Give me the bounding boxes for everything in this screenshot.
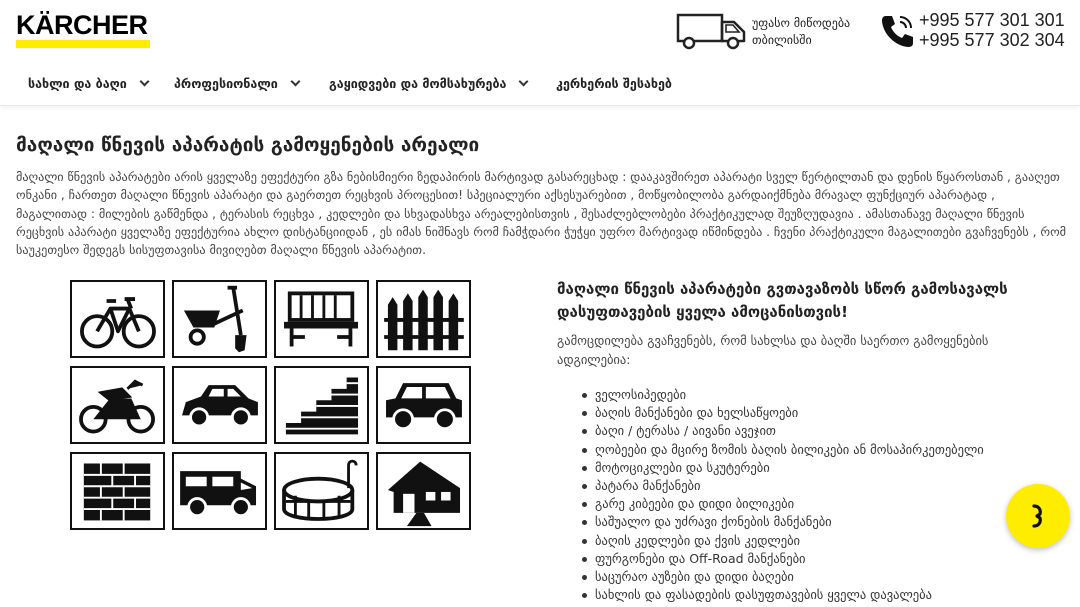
- delivery-line-1: უფასო მიწოდება: [752, 16, 851, 30]
- motorcycle-icon: [70, 366, 165, 444]
- nav-label: პროფესიონალი: [174, 76, 278, 91]
- list-item: ფურგონები და Off-Road მანქანები: [595, 550, 984, 568]
- phone-number-2[interactable]: +995 577 302 304: [919, 30, 1065, 50]
- list-item: სახლის და ფასადების დასუფთავების ყველა დავალება: [595, 586, 984, 604]
- list-item: საცურაო აუზები და დიდი ბაღები: [595, 568, 984, 586]
- nav-item-home-garden[interactable]: [28, 76, 148, 91]
- phone-number-1[interactable]: +995 577 301 301: [919, 10, 1065, 30]
- chevron-down-icon: [290, 77, 300, 87]
- list-item: ველოსიპედები: [595, 386, 984, 404]
- suv-icon: [376, 366, 471, 444]
- list-item: საშუალო და უძრავი ქონების მანქანები: [595, 513, 984, 531]
- list-item: გარე კიბეები და დიდი ბილიკები: [595, 495, 984, 513]
- phone-icon: [878, 12, 916, 50]
- section-heading: მაღალი წნევის აპარატები გვთავაზობს სწორ გამოსავალს დასუფთავების ყველა ამოცანისთვის!: [557, 280, 1008, 321]
- page-title: მაღალი წნევის აპარატის გამოყენების არეალი: [16, 134, 480, 156]
- karcher-logo[interactable]: [16, 12, 150, 48]
- nav-label: კერხერის შესახებ: [556, 76, 672, 91]
- usage-list: [595, 386, 984, 604]
- delivery-line-2: თბილისში: [752, 33, 812, 47]
- phone-contacts: [878, 10, 1070, 52]
- list-item: პატარა მანქანები: [595, 477, 984, 495]
- swimming-pool-icon: [274, 452, 369, 530]
- site-header: [0, 0, 1080, 106]
- nav-label: გაყიდვები და მომსახურება: [329, 76, 507, 91]
- small-car-icon: [172, 366, 267, 444]
- chevron-down-icon: [519, 77, 529, 87]
- nav-label: სახლი და ბაღი: [28, 76, 127, 91]
- free-delivery-info: [676, 12, 866, 52]
- logo-text: KÄRCHER: [16, 10, 148, 40]
- garden-bench-icon: [274, 280, 369, 358]
- chat-button[interactable]: [1006, 484, 1070, 548]
- wheelbarrow-icon: [172, 280, 267, 358]
- truck-icon: [676, 12, 748, 50]
- chevron-down-icon: [139, 77, 149, 87]
- list-item: ბაღის კედლები და ქვის კედლები: [595, 532, 984, 550]
- application-icons-grid: [70, 280, 470, 530]
- camper-van-icon: [172, 452, 267, 530]
- bicycle-icon: [70, 280, 165, 358]
- outdoor-stairs-icon: [274, 366, 369, 444]
- nav-item-about-karcher[interactable]: [556, 76, 672, 91]
- house-icon: [376, 452, 471, 530]
- list-item: ბაღი / ტერასა / აივანი ავეჯით: [595, 422, 984, 440]
- list-item: ბაღის მანქანები და ხელსაწყოები: [595, 404, 984, 422]
- nav-item-sales-service[interactable]: [329, 76, 527, 91]
- main-navigation: [0, 70, 1080, 100]
- intro-paragraph: მაღალი წნევის აპარატები არის ყველაზე ეფექტური გზა ნებისმიერი ზედაპირის მარტივად გასარეცხად : დააკავშირეთ აპარატი სველ წერტილთან და დენის წყაროსთან , გააღეთ ონკანი , ჩართეთ მაღალი წნევის აპარატი და გაერთეთ რეცხვის პროცესით! სპეციალური აქსესუარებით , მოწყობილობა გარდაიქმნება მრავალ ფუნქციურ აპარატად , მაგალითად : მილების გაწმენდა , ტერასის რეცხვა , კედლები და სხვადასხვა არეალებისთვის , შესაძლებლობები პრაქტიკულად შეუზღუდავია . ამასთანავე მაღალი წნევის რეცხვის აპარატი ყველაზე ეფექტურია ახლო დისტანციიდან , ეს იმას ნიშნავს რომ ჩამჭდარი ჭუჭყი უფრო მარტივად იწმინდება . ჩვენი პრაქტიკული მაგალითები გვაჩვენებს , რომ საუკეთესო შედეგს სისუფთავისა მივიღებთ მაღალი წნევის აპარატით.: [16, 170, 1067, 258]
- fence-icon: [376, 280, 471, 358]
- brick-wall-icon: [70, 452, 165, 530]
- section-description: გამოცდილება გვაჩვენებს, რომ სახლსა და ბაღში საერთო გამოყენების ადგილებია:: [557, 333, 989, 367]
- chat-icon: [1023, 501, 1053, 531]
- nav-item-professional[interactable]: [174, 76, 299, 91]
- list-item: მოტოციკლები და სკუტერები: [595, 459, 984, 477]
- list-item: ღობეები და მცირე ზომის ბაღის ბილიკები ან მოსაპირკეთებელი: [595, 441, 984, 459]
- logo-bar: [16, 40, 150, 48]
